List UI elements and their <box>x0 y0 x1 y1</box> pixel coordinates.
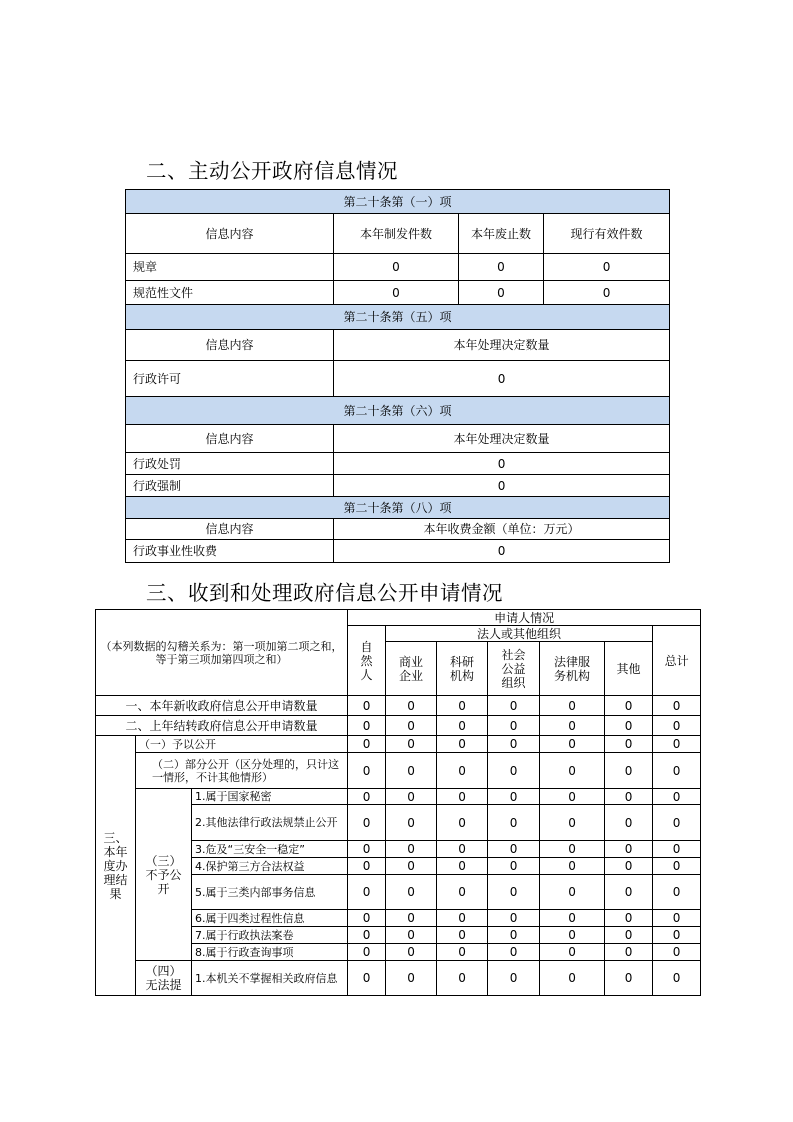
cell-value: 0 <box>488 789 540 805</box>
cell-value: 0 <box>386 736 437 753</box>
applicant-header: 申请人情况 <box>348 610 701 626</box>
cell-value: 0 <box>386 789 437 805</box>
col-content: 信息内容 <box>126 519 334 540</box>
col-decisions: 本年处理决定数量 <box>334 330 670 361</box>
cell-value: 0 <box>334 453 670 475</box>
cell-value: 0 <box>605 961 653 996</box>
cell-value: 0 <box>437 696 488 716</box>
cell-value: 0 <box>488 736 540 753</box>
cell-value: 0 <box>653 910 701 927</box>
col-legal-service: 法律服务机构 <box>540 642 605 696</box>
col-content: 信息内容 <box>126 425 334 453</box>
cell-value: 0 <box>437 789 488 805</box>
col-business: 商业企业 <box>386 642 437 696</box>
cell-value: 0 <box>437 961 488 996</box>
cell-value: 0 <box>437 858 488 875</box>
cell-value: 0 <box>540 944 605 961</box>
cell-value: 0 <box>605 858 653 875</box>
cell-value: 0 <box>605 716 653 736</box>
cell-value: 0 <box>540 805 605 841</box>
col-content: 信息内容 <box>126 330 334 361</box>
r3-item-label: 4.保护第三方合法权益 <box>192 858 348 875</box>
col-abolished: 本年废止数 <box>459 214 544 254</box>
col-new: 本年制发件数 <box>334 214 459 254</box>
row-carry-label: 二、上年结转政府信息公开申请数量 <box>96 716 348 736</box>
cell-value: 0 <box>605 696 653 716</box>
col-decisions: 本年处理决定数量 <box>334 425 670 453</box>
section2-title: 二、主动公开政府信息情况 <box>146 159 398 183</box>
col-current: 现行有效件数 <box>544 214 670 254</box>
cell-value: 0 <box>605 944 653 961</box>
r3-label: （三）不予公开 <box>136 789 192 961</box>
cell-value: 0 <box>348 696 386 716</box>
cell-value: 0 <box>348 805 386 841</box>
r3-item-label: 1.属于国家秘密 <box>192 789 348 805</box>
col-other: 其他 <box>605 642 653 696</box>
cell-value: 0 <box>540 716 605 736</box>
row-label: 规章 <box>126 254 334 281</box>
block1-header: 第二十条第（一）项 <box>126 190 670 214</box>
col-content: 信息内容 <box>126 214 334 254</box>
cell-value: 0 <box>386 875 437 910</box>
cell-value: 0 <box>653 736 701 753</box>
cell-value: 0 <box>605 789 653 805</box>
cell-value: 0 <box>488 696 540 716</box>
cell-value: 0 <box>653 696 701 716</box>
cell-value: 0 <box>540 841 605 858</box>
reconciliation-note: （本列数据的勾稽关系为：第一项加第二项之和，等于第三项加第四项之和） <box>96 610 348 696</box>
cell-value: 0 <box>540 910 605 927</box>
cell-value: 0 <box>653 716 701 736</box>
cell-value: 0 <box>386 841 437 858</box>
cell-value: 0 <box>605 927 653 944</box>
cell-value: 0 <box>437 944 488 961</box>
row-label: 行政强制 <box>126 475 334 497</box>
cell-value: 0 <box>386 910 437 927</box>
block5-header: 第二十条第（五）项 <box>126 305 670 330</box>
r3-item-label: 7.属于行政执法案卷 <box>192 927 348 944</box>
col-public-welfare: 社会公益组织 <box>488 642 540 696</box>
proactive-disclosure-table <box>125 189 670 563</box>
r3-item-label: 5.属于三类内部事务信息 <box>192 875 348 910</box>
col-total: 总计 <box>653 626 701 696</box>
cell-value: 0 <box>334 540 670 563</box>
cell-value: 0 <box>544 281 670 305</box>
cell-value: 0 <box>437 753 488 789</box>
results-label: 三、本年度办理结果 <box>96 736 136 996</box>
cell-value: 0 <box>653 753 701 789</box>
cell-value: 0 <box>348 910 386 927</box>
cell-value: 0 <box>653 858 701 875</box>
cell-value: 0 <box>488 910 540 927</box>
cell-value: 0 <box>348 841 386 858</box>
cell-value: 0 <box>488 716 540 736</box>
cell-value: 0 <box>653 805 701 841</box>
cell-value: 0 <box>605 910 653 927</box>
cell-value: 0 <box>437 875 488 910</box>
cell-value: 0 <box>605 841 653 858</box>
cell-value: 0 <box>540 736 605 753</box>
cell-value: 0 <box>488 927 540 944</box>
cell-value: 0 <box>334 361 670 397</box>
cell-value: 0 <box>334 254 459 281</box>
row-label: 规范性文件 <box>126 281 334 305</box>
cell-value: 0 <box>437 841 488 858</box>
cell-value: 0 <box>348 858 386 875</box>
r3-item-label: 8.属于行政查询事项 <box>192 944 348 961</box>
cell-value: 0 <box>540 753 605 789</box>
cell-value: 0 <box>437 736 488 753</box>
cell-value: 0 <box>437 910 488 927</box>
cell-value: 0 <box>653 789 701 805</box>
cell-value: 0 <box>386 696 437 716</box>
row-new-label: 一、本年新收政府信息公开申请数量 <box>96 696 348 716</box>
r4-label: （四）无法提 <box>136 961 192 996</box>
cell-value: 0 <box>437 716 488 736</box>
r3-item-label: 6.属于四类过程性信息 <box>192 910 348 927</box>
r4-item-label: 1.本机关不掌握相关政府信息 <box>192 961 348 996</box>
cell-value: 0 <box>334 281 459 305</box>
cell-value: 0 <box>348 736 386 753</box>
cell-value: 0 <box>488 753 540 789</box>
col-amount: 本年收费金额（单位：万元） <box>334 519 670 540</box>
r3-item-label: 2.其他法律行政法规禁止公开 <box>192 805 348 841</box>
cell-value: 0 <box>653 944 701 961</box>
cell-value: 0 <box>386 753 437 789</box>
cell-value: 0 <box>459 281 544 305</box>
r3-item-label: 3.危及“三安全一稳定” <box>192 841 348 858</box>
cell-value: 0 <box>386 927 437 944</box>
cell-value: 0 <box>348 875 386 910</box>
cell-value: 0 <box>386 944 437 961</box>
cell-value: 0 <box>437 805 488 841</box>
cell-value: 0 <box>386 858 437 875</box>
cell-value: 0 <box>437 927 488 944</box>
applications-table <box>95 609 701 996</box>
cell-value: 0 <box>653 841 701 858</box>
r2-label: （二）部分公开（区分处理的，只计这一情形，不计其他情形） <box>136 753 348 789</box>
cell-value: 0 <box>488 944 540 961</box>
block8-header: 第二十条第（八）项 <box>126 497 670 519</box>
section3-title: 三、收到和处理政府信息公开申请情况 <box>146 581 503 605</box>
cell-value: 0 <box>653 875 701 910</box>
row-label: 行政处罚 <box>126 453 334 475</box>
col-natural-person: 自然人 <box>348 626 386 696</box>
col-research: 科研机构 <box>437 642 488 696</box>
cell-value: 0 <box>334 475 670 497</box>
row-label: 行政事业性收费 <box>126 540 334 563</box>
cell-value: 0 <box>605 805 653 841</box>
cell-value: 0 <box>459 254 544 281</box>
cell-value: 0 <box>540 858 605 875</box>
cell-value: 0 <box>386 716 437 736</box>
row-label: 行政许可 <box>126 361 334 397</box>
cell-value: 0 <box>348 961 386 996</box>
cell-value: 0 <box>386 961 437 996</box>
cell-value: 0 <box>488 875 540 910</box>
cell-value: 0 <box>540 789 605 805</box>
cell-value: 0 <box>653 961 701 996</box>
cell-value: 0 <box>605 736 653 753</box>
cell-value: 0 <box>488 841 540 858</box>
cell-value: 0 <box>348 753 386 789</box>
cell-value: 0 <box>605 753 653 789</box>
cell-value: 0 <box>605 875 653 910</box>
block6-header: 第二十条第（六）项 <box>126 397 670 425</box>
cell-value: 0 <box>488 858 540 875</box>
cell-value: 0 <box>653 927 701 944</box>
legal-org-header: 法人或其他组织 <box>386 626 653 642</box>
cell-value: 0 <box>386 805 437 841</box>
cell-value: 0 <box>348 927 386 944</box>
cell-value: 0 <box>348 789 386 805</box>
cell-value: 0 <box>544 254 670 281</box>
cell-value: 0 <box>348 944 386 961</box>
cell-value: 0 <box>540 961 605 996</box>
cell-value: 0 <box>488 961 540 996</box>
cell-value: 0 <box>540 696 605 716</box>
cell-value: 0 <box>540 875 605 910</box>
cell-value: 0 <box>488 805 540 841</box>
r1-label: （一）予以公开 <box>136 736 348 753</box>
cell-value: 0 <box>540 927 605 944</box>
cell-value: 0 <box>348 716 386 736</box>
